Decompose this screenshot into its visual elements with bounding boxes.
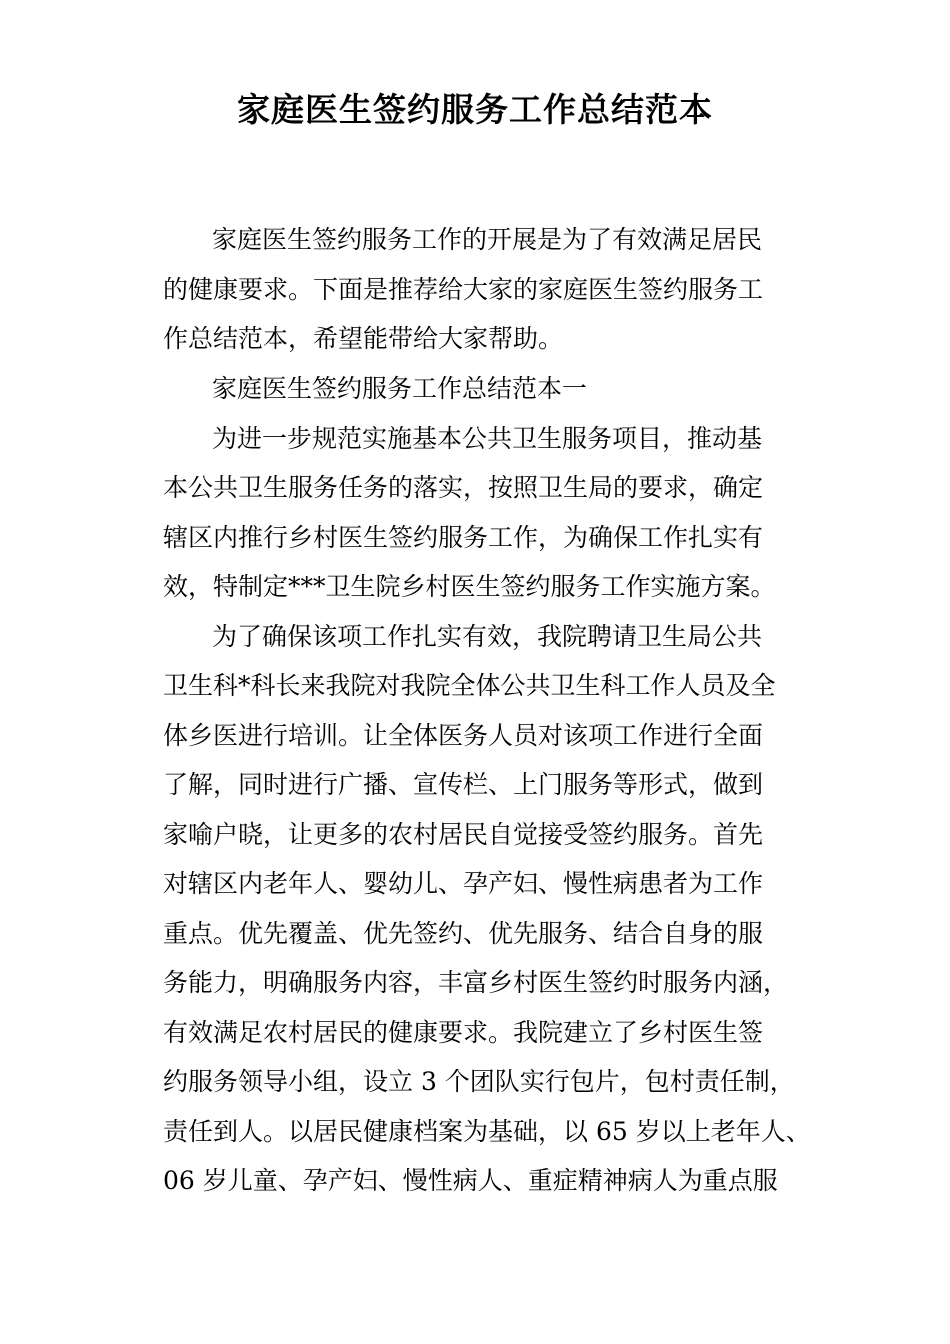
document-title: 家庭医生签约服务工作总结范本 <box>237 90 713 129</box>
paragraph-line: 对辖区内老年人、婴幼儿、孕产妇、慢性病患者为工作 <box>163 869 764 898</box>
paragraph-line: 重点。优先覆盖、优先签约、优先服务、结合自身的服 <box>163 919 764 948</box>
paragraph-line: 了解，同时进行广播、宣传栏、上门服务等形式，做到 <box>163 770 764 799</box>
paragraph-line: 本公共卫生服务任务的落实，按照卫生局的要求，确定 <box>163 473 764 502</box>
paragraph-line: 辖区内推行乡村医生签约服务工作，为确保工作扎实有 <box>163 523 764 552</box>
paragraph-line: 06 岁儿童、孕产妇、慢性病人、重症精神病人为重点服 <box>163 1166 778 1195</box>
paragraph-line: 家喻户晓，让更多的农村居民自觉接受签约服务。首先 <box>163 820 764 849</box>
paragraph-line: 家庭医生签约服务工作的开展是为了有效满足居民 <box>212 225 763 254</box>
paragraph-line: 作总结范本，希望能带给大家帮助。 <box>163 324 564 353</box>
paragraph-line: 卫生科*科长来我院对我院全体公共卫生科工作人员及全 <box>163 671 776 700</box>
paragraph-line: 的健康要求。下面是推荐给大家的家庭医生签约服务工 <box>163 275 764 304</box>
paragraph-line: 为进一步规范实施基本公共卫生服务项目，推动基 <box>212 424 763 453</box>
paragraph-line: 约服务领导小组，设立 3 个团队实行包片，包村责任制， <box>163 1067 795 1096</box>
paragraph-line: 体乡医进行培训。让全体医务人员对该项工作进行全面 <box>163 721 764 750</box>
paragraph-line: 有效满足农村居民的健康要求。我院建立了乡村医生签 <box>163 1018 764 1047</box>
paragraph-line: 务能力，明确服务内容，丰富乡村医生签约时服务内涵， <box>163 968 789 997</box>
paragraph-line: 责任到人。以居民健康档案为基础，以 65 岁以上老年人、 <box>163 1117 811 1146</box>
section-heading: 家庭医生签约服务工作总结范本一 <box>212 374 588 403</box>
paragraph-line: 为了确保该项工作扎实有效，我院聘请卫生局公共 <box>212 622 763 651</box>
paragraph-line: 效，特制定***卫生院乡村医生签约服务工作实施方案。 <box>163 572 776 601</box>
